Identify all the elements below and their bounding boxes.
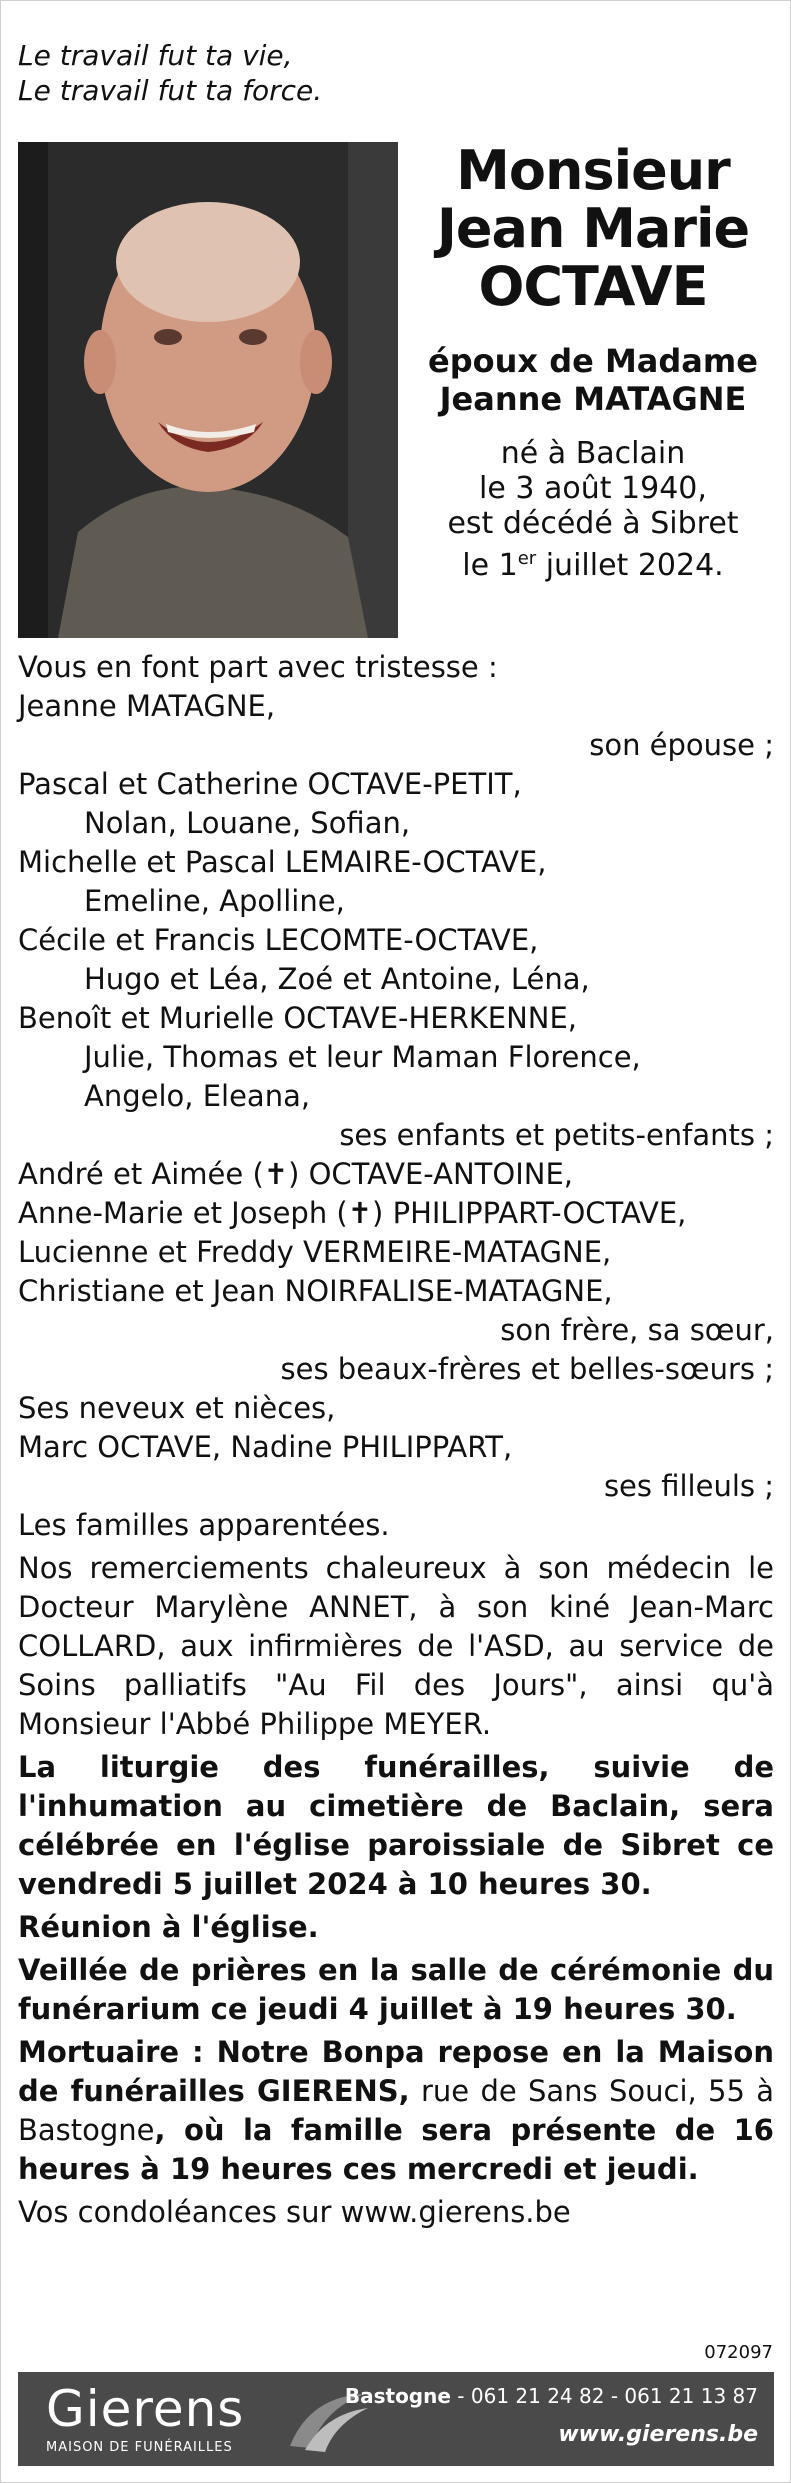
grandchildren: Emeline, Apolline, bbox=[84, 884, 345, 918]
cross-icon: ✝ bbox=[263, 1157, 289, 1191]
child-couple: Michelle et Pascal LEMAIRE-OCTAVE, bbox=[18, 845, 547, 879]
portrait-image bbox=[18, 142, 398, 638]
epigraph-line-2: Le travail fut ta force. bbox=[18, 74, 323, 107]
spouse-line-1: époux de Madame bbox=[428, 342, 758, 380]
death-day-suffix: er bbox=[517, 548, 537, 569]
deceased-photo bbox=[18, 142, 398, 638]
spouse-info bbox=[408, 342, 778, 418]
children-role: ses enfants et petits-enfants ; bbox=[339, 1118, 774, 1152]
grandchildren: Nolan, Louane, Sofian, bbox=[84, 806, 411, 840]
wife-name: Jeanne MATAGNE, bbox=[18, 689, 276, 723]
liturgy-paragraph: La liturgie des funérailles, suivie de l'inhumation au cimetière de Baclain, sera célébrée en l'église paroissiale de Sibret ce vendredi 5 juillet 2024 à 10 heures 30. bbox=[18, 1750, 774, 1901]
deceased-surname: OCTAVE bbox=[478, 255, 708, 318]
deceased-header bbox=[408, 139, 778, 583]
godchildren-names: Marc OCTAVE, Nadine PHILIPPART, bbox=[18, 1430, 513, 1464]
sibling-couple bbox=[18, 1194, 774, 1233]
related-families: Les familles apparentées. bbox=[18, 1508, 390, 1542]
phone-numbers: - 061 21 24 82 - 061 21 13 87 bbox=[450, 2384, 758, 2408]
death-day: le 1 bbox=[462, 548, 518, 583]
funeral-home-city: Bastogne bbox=[344, 2384, 451, 2408]
vigil-paragraph: Veillée de prières en la salle de cérémonie du funérarium ce jeudi 4 juillet à 19 heures 30. bbox=[18, 1953, 774, 2026]
announcement-intro: Vous en font part avec tristesse : bbox=[18, 650, 498, 684]
sibling-couple bbox=[18, 1155, 774, 1194]
sibling-text: André et Aimée ( bbox=[18, 1157, 264, 1191]
grandchildren: Angelo, Eleana, bbox=[84, 1079, 311, 1113]
godchildren-role: ses filleuls ; bbox=[603, 1469, 774, 1503]
funeral-home-website[interactable]: www.gierens.be bbox=[558, 2422, 758, 2447]
sibling-couple: Lucienne et Freddy VERMEIRE-MATAGNE, bbox=[18, 1235, 612, 1269]
funeral-home-banner bbox=[18, 2372, 774, 2466]
spouse-line-2: Jeanne MATAGNE bbox=[439, 380, 747, 418]
deceased-first-names: Jean Marie bbox=[436, 197, 750, 260]
announcement-body bbox=[18, 648, 774, 2232]
funeral-home-phones bbox=[345, 2384, 758, 2408]
deceased-title: Monsieur bbox=[456, 139, 730, 202]
birth-place: né à Baclain bbox=[500, 436, 686, 471]
reference-number: 072097 bbox=[704, 2342, 773, 2363]
child-couple: Pascal et Catherine OCTAVE-PETIT, bbox=[18, 767, 522, 801]
death-date bbox=[408, 541, 778, 583]
meeting-paragraph: Réunion à l'église. bbox=[18, 1910, 319, 1944]
child-couple: Benoît et Murielle OCTAVE-HERKENNE, bbox=[18, 1001, 578, 1035]
condolences-line: Vos condoléances sur www.gierens.be bbox=[18, 2195, 571, 2229]
sibling-couple: Christiane et Jean NOIRFALISE-MATAGNE, bbox=[18, 1274, 613, 1308]
mortuary-text-bold: , où la famille sera présente de 16 heures à 19 heures ces mercredi et jeudi. bbox=[18, 2113, 774, 2186]
siblings-role-1: son frère, sa sœur, bbox=[500, 1313, 774, 1347]
child-couple: Cécile et Francis LECOMTE-OCTAVE, bbox=[18, 923, 539, 957]
death-place: est décédé à Sibret bbox=[447, 506, 739, 541]
sibling-text: Anne-Marie et Joseph ( bbox=[18, 1196, 348, 1230]
mortuary-paragraph bbox=[18, 2033, 774, 2189]
thanks-paragraph: Nos remerciements chaleureux à son médecin le Docteur Marylène ANNET, à son kiné Jean-Marc COLLARD, aux infirmières de l'ASD, au service de Soins palliatifs "Au Fil des Jours", ainsi qu'à Monsieur l'Abbé Philippe MEYER. bbox=[18, 1551, 774, 1741]
birth-date: le 3 août 1940, bbox=[479, 471, 707, 506]
siblings-role-2: ses beaux-frères et belles-sœurs ; bbox=[280, 1352, 774, 1386]
nephews-nieces: Ses neveux et nièces, bbox=[18, 1391, 336, 1425]
wife-role: son épouse ; bbox=[589, 728, 774, 762]
epigraph-line-1: Le travail fut ta vie, bbox=[18, 39, 293, 72]
grandchildren: Hugo et Léa, Zoé et Antoine, Léna, bbox=[84, 962, 590, 996]
mortuary-text-bold: Mortuaire : Notre Bonpa repose en la Maison de funérailles GIERENS, bbox=[18, 2035, 774, 2108]
mortuary-address: rue de Sans Souci, 55 à Bastogne bbox=[18, 2074, 774, 2147]
epigraph bbox=[18, 38, 322, 108]
sibling-text: ) OCTAVE-ANTOINE, bbox=[288, 1157, 573, 1191]
death-month-year: juillet 2024. bbox=[536, 548, 724, 583]
funeral-home-logo: Gierens bbox=[46, 2380, 245, 2438]
sibling-text: ) PHILIPPART-OCTAVE, bbox=[372, 1196, 687, 1230]
cross-icon: ✝ bbox=[347, 1196, 373, 1230]
grandchildren: Julie, Thomas et leur Maman Florence, bbox=[84, 1040, 641, 1074]
birth-death-info bbox=[408, 436, 778, 583]
funeral-home-subtitle: MAISON DE FUNÉRAILLES bbox=[46, 2440, 233, 2455]
